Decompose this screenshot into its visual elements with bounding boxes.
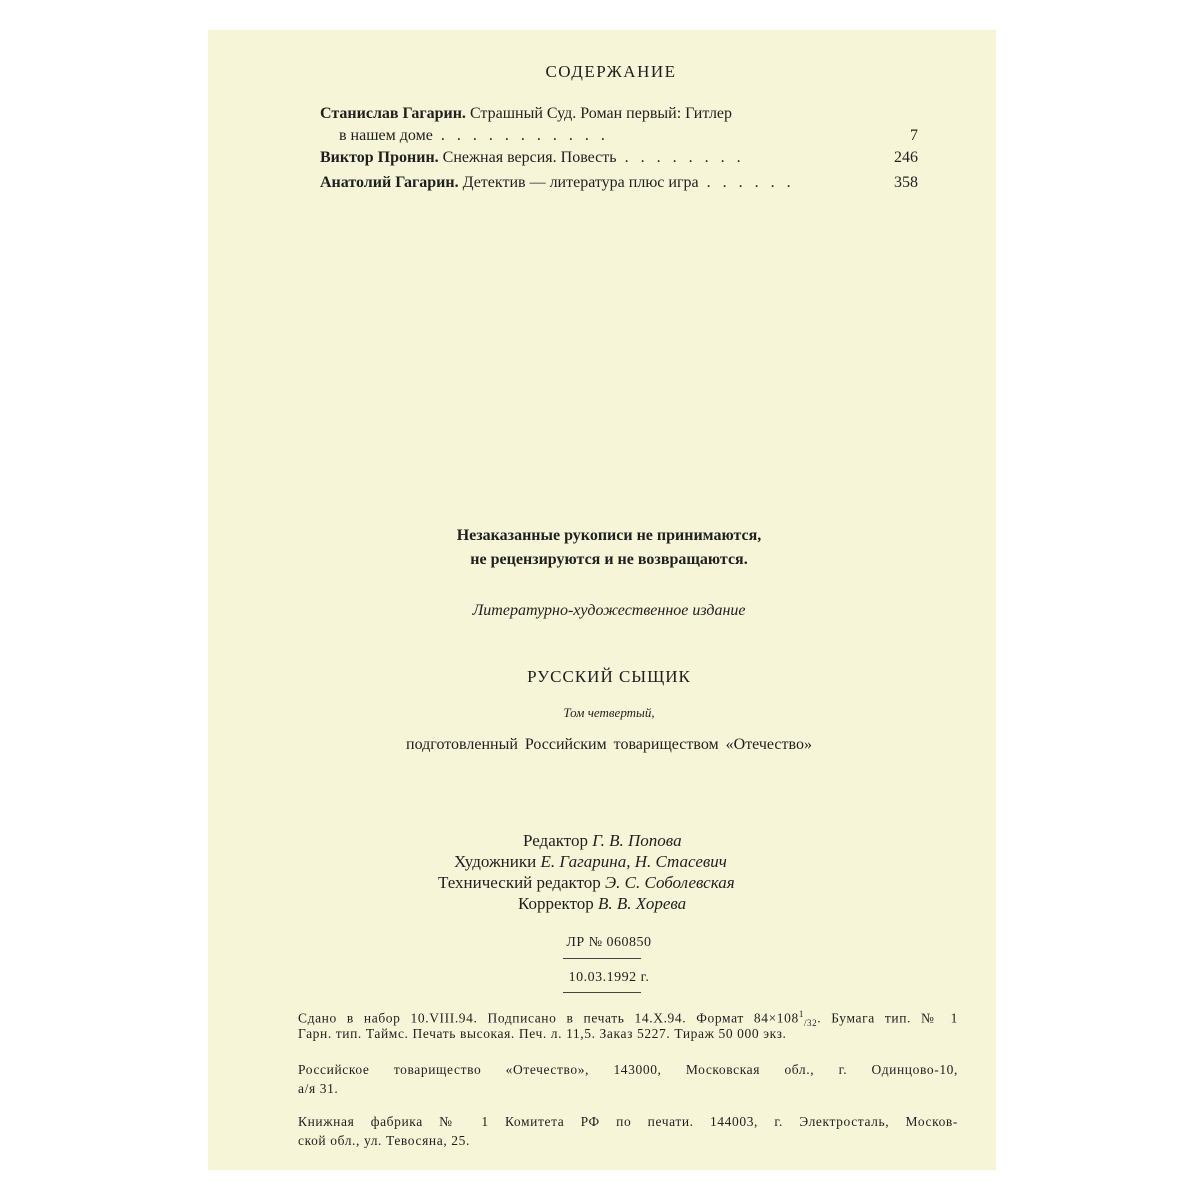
volume-label: Том четвертый, bbox=[563, 705, 655, 720]
credit-row bbox=[438, 872, 838, 893]
publisher-address-line: Российское товарищество «Отечество», 143000, Московская обл., г. Одинцово-10, bbox=[298, 1062, 958, 1077]
toc-entry-title: Детектив — литература плюс игра bbox=[458, 174, 699, 191]
credit-role: Художники bbox=[454, 852, 537, 871]
toc-title: СОДЕРЖАНИЕ bbox=[545, 62, 677, 81]
toc-page-number: 7 bbox=[910, 127, 918, 144]
printing-details-line: Гарн. тип. Таймс. Печать высокая. Печ. л. 11,5. Заказ 5227. Тираж 50 000 экз. bbox=[298, 1026, 787, 1041]
book-page bbox=[208, 30, 996, 1170]
credit-role: Технический редактор bbox=[438, 873, 601, 892]
toc-leader-dots: . . . . . . . . bbox=[616, 149, 745, 166]
credits-block bbox=[438, 830, 838, 914]
credit-role: Корректор bbox=[518, 894, 594, 913]
toc-entry-3 bbox=[320, 173, 795, 193]
notice-line: не рецензируются и не возвращаются. bbox=[470, 551, 748, 568]
publisher-address-line: а/я 31. bbox=[298, 1081, 339, 1096]
toc-entry-title-cont: в нашем доме bbox=[339, 127, 433, 144]
toc-entry-author: Анатолий Гагарин. bbox=[320, 174, 459, 191]
printer-address-line: ской обл., ул. Тевосяна, 25. bbox=[298, 1133, 470, 1148]
license-date: 10.03.1992 г. bbox=[568, 970, 650, 985]
manuscripts-notice bbox=[208, 524, 996, 572]
book-title: РУССКИЙ СЫЩИК bbox=[527, 667, 691, 686]
license-number: ЛР № 060850 bbox=[566, 935, 652, 950]
toc-leader-dots: . . . . . . bbox=[698, 174, 795, 191]
credit-role: Редактор bbox=[523, 831, 588, 850]
toc-page-number: 358 bbox=[894, 174, 918, 191]
credit-name: В. В. Хорева bbox=[598, 894, 687, 913]
credit-row bbox=[438, 893, 838, 914]
edition-type: Литературно-художественное издание bbox=[472, 602, 746, 619]
toc-page-number: 246 bbox=[894, 149, 918, 166]
credit-row bbox=[438, 851, 838, 872]
license-rule-top bbox=[563, 958, 641, 959]
prepared-by: подготовленный Российским товариществом «Отечество» bbox=[406, 736, 812, 753]
toc-entry-2 bbox=[320, 148, 745, 168]
toc-entry-author: Станислав Гагарин. bbox=[320, 105, 466, 122]
credit-name: Е. Гагарина, Н. Стасевич bbox=[540, 852, 727, 871]
toc-entry-1 bbox=[320, 104, 732, 124]
credit-name: Э. С. Соболевская bbox=[605, 873, 735, 892]
license-rule-bottom bbox=[563, 992, 641, 993]
toc-entry-author: Виктор Пронин. bbox=[320, 149, 439, 166]
printer-address-line: Книжная фабрика № 1 Комитета РФ по печати. 144003, г. Электросталь, Москов- bbox=[298, 1114, 958, 1129]
credit-name: Г. В. Попова bbox=[592, 831, 682, 850]
credit-row bbox=[438, 830, 838, 851]
toc-entry-1-continuation bbox=[339, 126, 609, 146]
toc-entry-title: Снежная версия. Повесть bbox=[438, 149, 617, 166]
toc-entry-title: Страшный Суд. Роман первый: Гитлер bbox=[465, 105, 733, 122]
printing-details-line: Сдано в набор 10.VIII.94. Подписано в печать 14.X.94. Формат $84\times 108^1_{/32}$. Бумага тип. № 1 bbox=[298, 1009, 958, 1029]
notice-line: Незаказанные рукописи не принимаются, bbox=[456, 527, 762, 544]
toc-leader-dots: . . . . . . . . . . . bbox=[432, 127, 609, 144]
